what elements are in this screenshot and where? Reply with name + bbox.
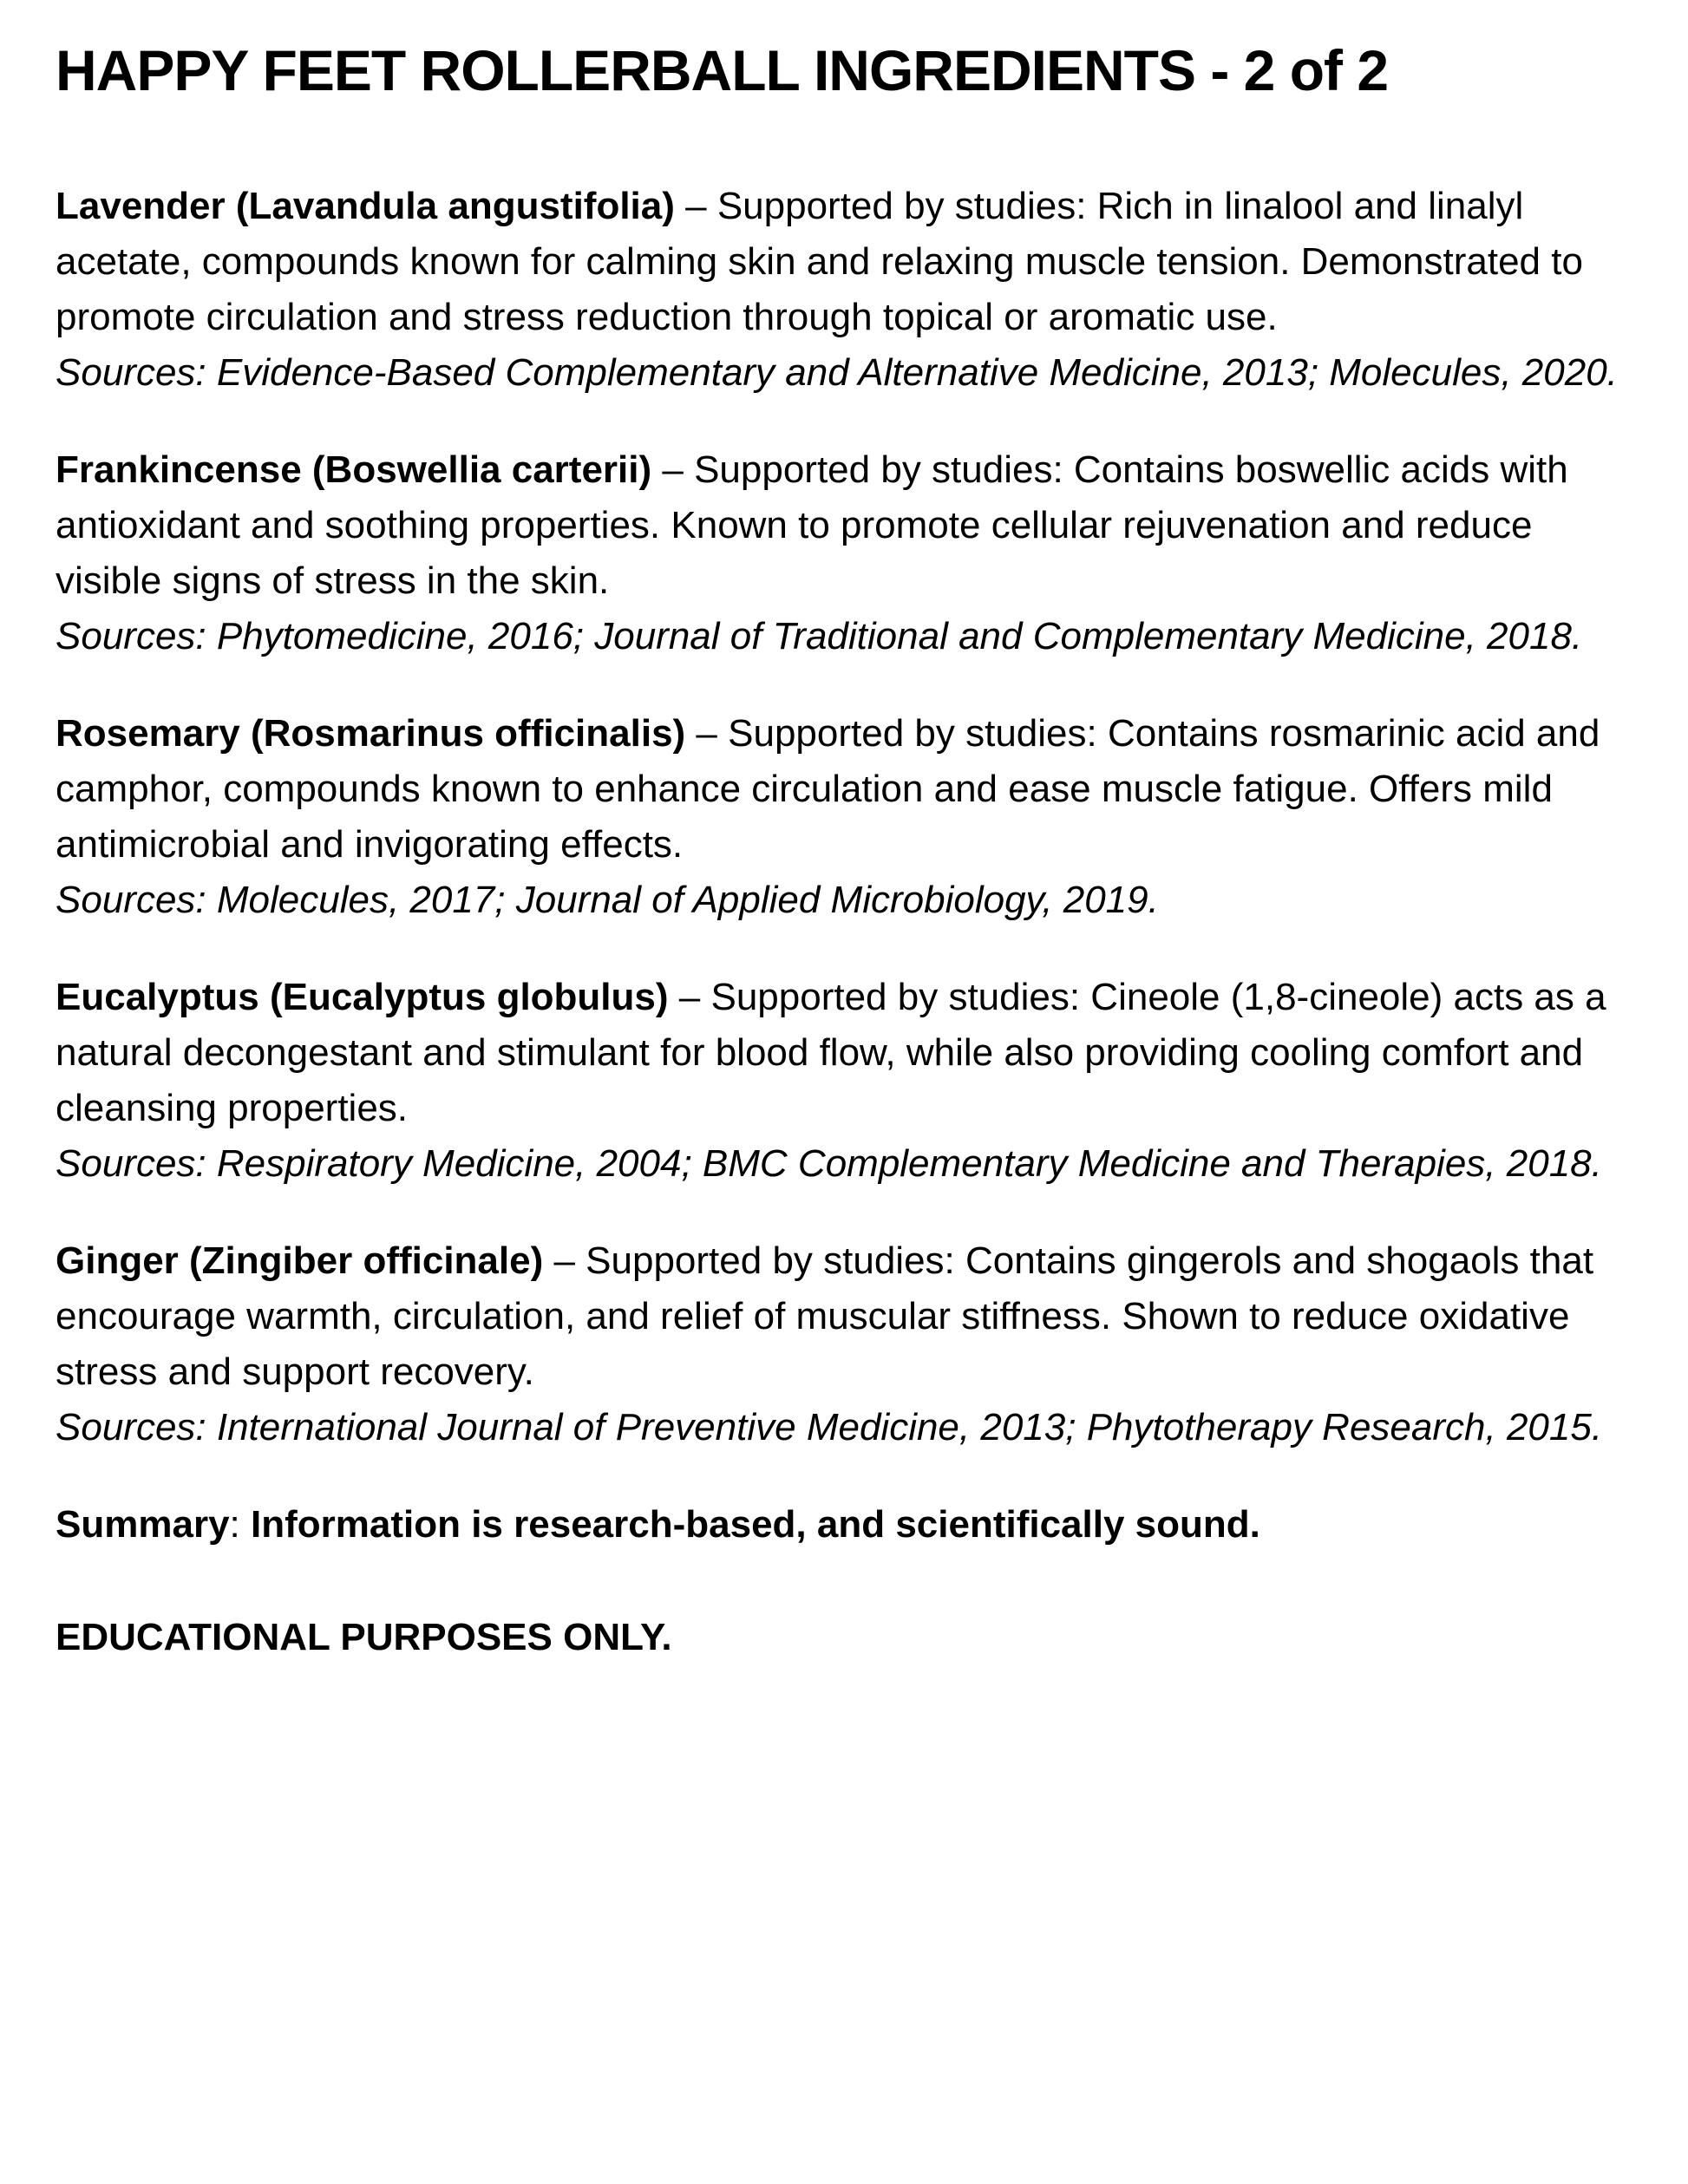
summary-text: Information is research-based, and scientifically sound.	[251, 1502, 1260, 1546]
sources-line: Sources: Evidence-Based Complementary and Alternative Medicine, 2013; Molecules, 2020.	[56, 350, 1618, 394]
ingredient-description: Supported by studies: Cineole (1,8-cineole) acts as a natural decongestant and stimulant for blood flow, while also providing cooling comfort and cleansing properties.	[56, 975, 1606, 1129]
ingredient-paragraph	[56, 179, 1632, 345]
ingredient-section-ginger	[56, 1233, 1632, 1455]
dash-separator: –	[651, 448, 695, 491]
ingredient-name: Ginger (Zingiber officinale)	[56, 1239, 544, 1282]
dash-separator: –	[674, 184, 717, 227]
summary-line	[56, 1497, 1632, 1553]
footer-disclaimer: EDUCATIONAL PURPOSES ONLY.	[56, 1615, 672, 1658]
ingredient-paragraph	[56, 1233, 1632, 1400]
ingredient-section-frankincense	[56, 442, 1632, 664]
ingredient-description: Supported by studies: Contains boswellic acids with antioxidant and soothing properties. Known to promote cellular rejuvenation and reduce visible signs of stress in the skin.	[56, 448, 1568, 602]
summary-label: Summary	[56, 1502, 230, 1546]
sources-line: Sources: International Journal of Preventive Medicine, 2013; Phytotherapy Research, 2015.	[56, 1405, 1603, 1448]
ingredient-name: Frankincense (Boswellia carterii)	[56, 448, 652, 491]
ingredient-name: Lavender (Lavandula angustifolia)	[56, 184, 675, 227]
sources-line: Sources: Molecules, 2017; Journal of Applied Microbiology, 2019.	[56, 878, 1159, 921]
ingredient-name: Rosemary (Rosmarinus officinalis)	[56, 711, 686, 755]
ingredient-description: Supported by studies: Contains rosmarinic acid and camphor, compounds known to enhance circulation and ease muscle fatigue. Offers mild antimicrobial and invigorating effects.	[56, 711, 1600, 866]
ingredient-paragraph	[56, 442, 1632, 609]
dash-separator: –	[543, 1239, 586, 1282]
summary-colon: :	[229, 1502, 251, 1546]
dash-separator: –	[668, 975, 711, 1018]
ingredient-section-eucalyptus	[56, 970, 1632, 1192]
ingredient-section-lavender	[56, 179, 1632, 401]
ingredient-description: Supported by studies: Rich in linalool and linalyl acetate, compounds known for calming skin and relaxing muscle tension. Demonstrated to promote circulation and stress reduction through topical or aromatic use.	[56, 184, 1583, 338]
ingredient-section-rosemary	[56, 706, 1632, 928]
sources-line: Sources: Phytomedicine, 2016; Journal of Traditional and Complementary Medicine, 2018.	[56, 614, 1583, 657]
page-title: HAPPY FEET ROLLERBALL INGREDIENTS - 2 of 2	[56, 38, 1389, 102]
dash-separator: –	[685, 711, 729, 755]
sources-line: Sources: Respiratory Medicine, 2004; BMC Complementary Medicine and Therapies, 2018.	[56, 1141, 1602, 1185]
ingredient-name: Eucalyptus (Eucalyptus globulus)	[56, 975, 669, 1018]
ingredient-description: Supported by studies: Contains gingerols and shogaols that encourage warmth, circulation, and relief of muscular stiffness. Shown to reduce oxidative stress and support recovery.	[56, 1239, 1594, 1393]
ingredient-paragraph	[56, 970, 1632, 1136]
ingredient-paragraph	[56, 706, 1632, 873]
